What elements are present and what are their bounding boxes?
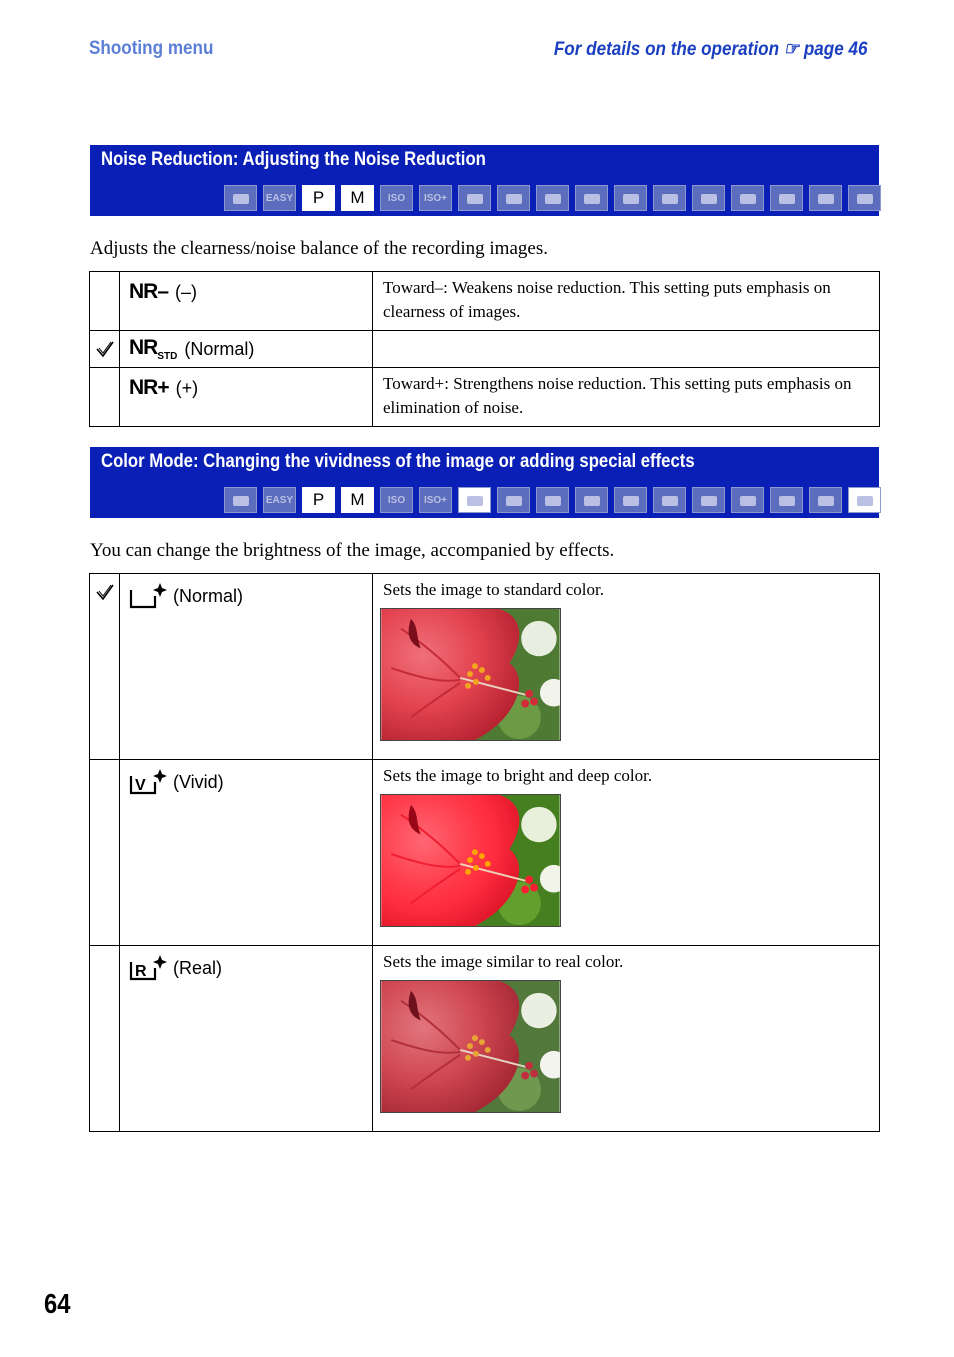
hibiscus-sample-photo xyxy=(380,980,561,1113)
fireworks-icon xyxy=(770,185,803,211)
hibiscus-sample-photo xyxy=(380,794,561,927)
underwater-icon xyxy=(809,185,842,211)
nr-plus-icon: NR+ xyxy=(129,376,169,399)
easy-icon: EASY xyxy=(263,185,296,211)
camera-auto-icon xyxy=(224,487,257,513)
twilight-portrait-icon xyxy=(614,185,647,211)
twilight-icon xyxy=(653,185,686,211)
real-color-icon xyxy=(129,954,167,982)
snow-icon xyxy=(731,487,764,513)
section-title-noise-reduction: Noise Reduction: Adjusting the Noise Reduction xyxy=(101,149,486,170)
option-description xyxy=(373,331,880,368)
mode-p: P xyxy=(302,487,335,513)
mode-icons-row xyxy=(224,487,887,515)
iso-high-sensitivity-icon: ISO xyxy=(380,487,413,513)
fireworks-icon xyxy=(770,487,803,513)
svg-text:V: V xyxy=(135,777,146,794)
iso-plus-icon: ISO+ xyxy=(419,185,452,211)
color-mode-bar xyxy=(90,447,879,518)
smile-icon xyxy=(497,487,530,513)
portrait-icon xyxy=(536,487,569,513)
underwater-icon xyxy=(809,487,842,513)
snow-icon xyxy=(731,185,764,211)
smile-icon xyxy=(497,185,530,211)
soft-snap-icon xyxy=(458,487,491,513)
option-description: Sets the image to standard color. xyxy=(383,580,604,599)
mode-m: M xyxy=(341,185,374,211)
table-row xyxy=(90,760,880,946)
section-header: Shooting menu xyxy=(89,38,214,59)
svg-text:R: R xyxy=(135,963,147,980)
option-label: (Real) xyxy=(173,957,223,978)
option-label: (+) xyxy=(175,377,199,398)
nr-standard-icon: $NR_{STD}$ xyxy=(129,336,178,363)
mode-m: M xyxy=(341,487,374,513)
normal-color-icon xyxy=(129,582,167,610)
easy-icon: EASY xyxy=(263,487,296,513)
default-check-cell xyxy=(90,272,120,331)
iso-plus-icon: ISO+ xyxy=(419,487,452,513)
table-row xyxy=(90,272,880,331)
option-label: (Vivid) xyxy=(173,771,224,792)
vivid-color-icon xyxy=(129,768,167,796)
option-description: Toward+: Strengthens noise reduction. This setting puts emphasis on elimination of noise. xyxy=(373,368,880,427)
page-number: 64 xyxy=(44,1288,71,1319)
option-description: Sets the image similar to real color. xyxy=(383,952,624,971)
hibiscus-sample-photo xyxy=(380,608,561,741)
twilight-icon xyxy=(653,487,686,513)
landscape-icon xyxy=(575,487,608,513)
movie-icon xyxy=(848,185,881,211)
beach-icon xyxy=(692,487,725,513)
option-label: (Normal) xyxy=(184,338,255,359)
option-description: Toward–: Weakens noise reduction. This setting puts emphasis on clearness of images. xyxy=(373,272,880,331)
table-row xyxy=(90,946,880,1132)
nr-minus-icon: NR– xyxy=(129,280,169,303)
default-checkmark-icon xyxy=(94,581,116,603)
table-row xyxy=(90,368,880,427)
intro-color-mode: You can change the brightness of the image, accompanied by effects. xyxy=(90,540,615,561)
option-description: Sets the image to bright and deep color. xyxy=(383,766,653,785)
beach-icon xyxy=(692,185,725,211)
soft-snap-icon xyxy=(458,185,491,211)
movie-icon xyxy=(848,487,881,513)
mode-icons-row xyxy=(224,185,887,213)
intro-noise-reduction: Adjusts the clearness/noise balance of the recording images. xyxy=(90,238,548,259)
option-label: (–) xyxy=(175,281,198,302)
color-mode-table xyxy=(89,573,880,1132)
portrait-icon xyxy=(536,185,569,211)
iso-high-sensitivity-icon: ISO xyxy=(380,185,413,211)
default-check-cell xyxy=(90,946,120,1132)
noise-reduction-table xyxy=(89,271,880,427)
page-reference: For details on the operation ☞ page 46 xyxy=(554,39,868,60)
mode-p: P xyxy=(302,185,335,211)
section-title-color-mode: Color Mode: Changing the vividness of the image or adding special effects xyxy=(101,451,695,472)
default-checkmark-icon xyxy=(94,338,116,360)
default-check-cell xyxy=(90,760,120,946)
table-row xyxy=(90,331,880,368)
landscape-icon xyxy=(575,185,608,211)
noise-reduction-bar xyxy=(90,145,879,216)
camera-auto-icon xyxy=(224,185,257,211)
option-label: (Normal) xyxy=(173,585,243,606)
default-check-cell xyxy=(90,368,120,427)
table-row xyxy=(90,574,880,760)
twilight-portrait-icon xyxy=(614,487,647,513)
